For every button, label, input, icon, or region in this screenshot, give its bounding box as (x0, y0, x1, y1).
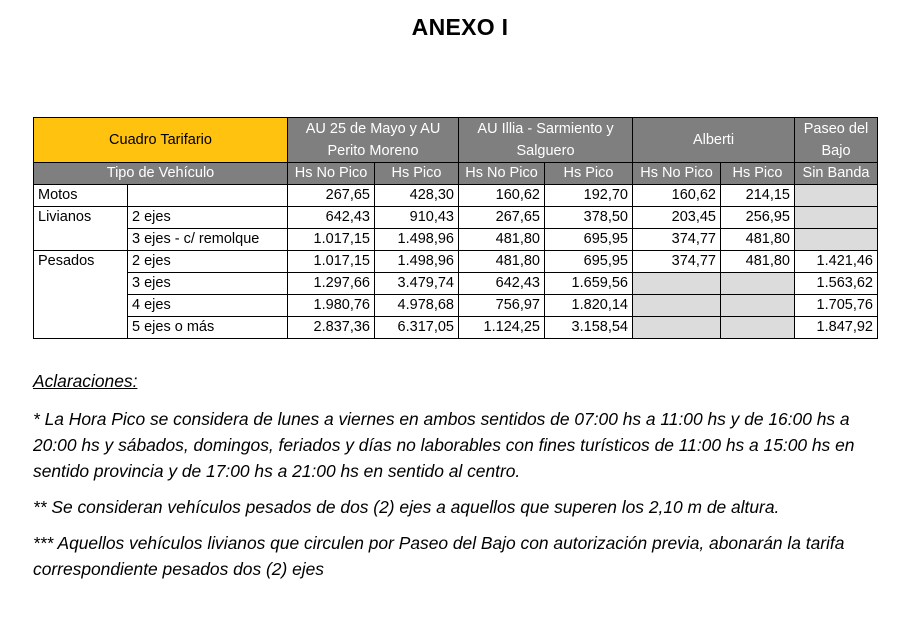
table-cell: 642,43 (288, 207, 375, 229)
table-cell: 374,77 (633, 229, 721, 251)
table-cell: 642,43 (459, 273, 545, 295)
table-cell: 3.158,54 (545, 317, 633, 339)
row-category (34, 273, 128, 295)
table-cell: 267,65 (288, 185, 375, 207)
empty-cell (721, 273, 795, 295)
table-cell: 256,95 (721, 207, 795, 229)
notes-section (33, 368, 893, 582)
empty-cell (633, 273, 721, 295)
column-header: Hs Pico (721, 163, 795, 185)
row-category (34, 229, 128, 251)
row-category: Livianos (34, 207, 128, 229)
table-cell: 1.297,66 (288, 273, 375, 295)
row-subtype (128, 185, 288, 207)
table-cell: 6.317,05 (375, 317, 459, 339)
table-cell: 1.820,14 (545, 295, 633, 317)
tariff-table (33, 117, 878, 339)
table-cell: 1.705,76 (795, 295, 878, 317)
table-cell: 428,30 (375, 185, 459, 207)
row-category (34, 317, 128, 339)
empty-cell (795, 185, 878, 207)
group-header: AU 25 de Mayo y AU Perito Moreno (288, 118, 459, 163)
column-header: Hs No Pico (459, 163, 545, 185)
empty-cell (633, 317, 721, 339)
group-header: AU Illia - Sarmiento y Salguero (459, 118, 633, 163)
table-cell: 481,80 (459, 251, 545, 273)
table-cell: 1.017,15 (288, 229, 375, 251)
table-cell: 160,62 (633, 185, 721, 207)
table-row (34, 273, 878, 295)
table-cell: 2.837,36 (288, 317, 375, 339)
row-subtype: 2 ejes (128, 251, 288, 273)
table-row (34, 185, 878, 207)
column-header: Sin Banda (795, 163, 878, 185)
empty-cell (795, 207, 878, 229)
corner-header: Cuadro Tarifario (34, 118, 288, 163)
table-row (34, 295, 878, 317)
table-cell: 1.847,92 (795, 317, 878, 339)
column-header: Hs Pico (545, 163, 633, 185)
page-title: ANEXO I (411, 14, 509, 40)
note-item: * La Hora Pico se considera de lunes a viernes en ambos sentidos de 07:00 hs a 11:00 hs y de 16:00 hs a 20:00 hs y sábados, domingos, feriados y días no laborables con fines turísticos de 11:00 hs a 15:00 hs en sentido provincia y de 17:00 hs a 21:00 hs en sentido al centro. (33, 409, 855, 481)
row-subtype: 3 ejes - c/ remolque (128, 229, 288, 251)
table-row (34, 207, 878, 229)
table-cell: 910,43 (375, 207, 459, 229)
note-item: *** Aquellos vehículos livianos que circulen por Paseo del Bajo con autorización previa, abonarán la tarifa correspondiente pesados dos (2) ejes (33, 533, 845, 579)
column-header: Hs No Pico (633, 163, 721, 185)
table-cell: 695,95 (545, 229, 633, 251)
row-subtype: 2 ejes (128, 207, 288, 229)
table-cell: 3.479,74 (375, 273, 459, 295)
table-cell: 214,15 (721, 185, 795, 207)
row-category: Pesados (34, 251, 128, 273)
table-cell: 481,80 (721, 229, 795, 251)
notes-heading: Aclaraciones: (33, 371, 138, 391)
table-row (34, 317, 878, 339)
row-subtype: 5 ejes o más (128, 317, 288, 339)
table-cell: 203,45 (633, 207, 721, 229)
table-cell: 481,80 (721, 251, 795, 273)
empty-cell (633, 295, 721, 317)
group-header: Alberti (633, 118, 795, 163)
row-category (34, 295, 128, 317)
vehicle-type-header: Tipo de Vehículo (34, 163, 288, 185)
table-cell: 4.978,68 (375, 295, 459, 317)
table-cell: 1.980,76 (288, 295, 375, 317)
empty-cell (721, 295, 795, 317)
table-cell: 160,62 (459, 185, 545, 207)
empty-cell (795, 229, 878, 251)
table-cell: 1.498,96 (375, 251, 459, 273)
table-cell: 481,80 (459, 229, 545, 251)
column-header: Hs No Pico (288, 163, 375, 185)
row-subtype: 4 ejes (128, 295, 288, 317)
column-header: Hs Pico (375, 163, 459, 185)
table-cell: 378,50 (545, 207, 633, 229)
table-cell: 1.563,62 (795, 273, 878, 295)
row-subtype: 3 ejes (128, 273, 288, 295)
note-item: ** Se consideran vehículos pesados de dos (2) ejes a aquellos que superen los 2,10 m de altura. (33, 497, 780, 517)
group-header: Paseo del Bajo (795, 118, 878, 163)
table-cell: 1.659,56 (545, 273, 633, 295)
row-category: Motos (34, 185, 128, 207)
table-cell: 267,65 (459, 207, 545, 229)
empty-cell (721, 317, 795, 339)
table-cell: 192,70 (545, 185, 633, 207)
table-row (34, 229, 878, 251)
table-cell: 1.421,46 (795, 251, 878, 273)
table-cell: 374,77 (633, 251, 721, 273)
table-cell: 695,95 (545, 251, 633, 273)
table-row (34, 251, 878, 273)
table-cell: 1.017,15 (288, 251, 375, 273)
table-cell: 1.124,25 (459, 317, 545, 339)
table-cell: 756,97 (459, 295, 545, 317)
table-cell: 1.498,96 (375, 229, 459, 251)
